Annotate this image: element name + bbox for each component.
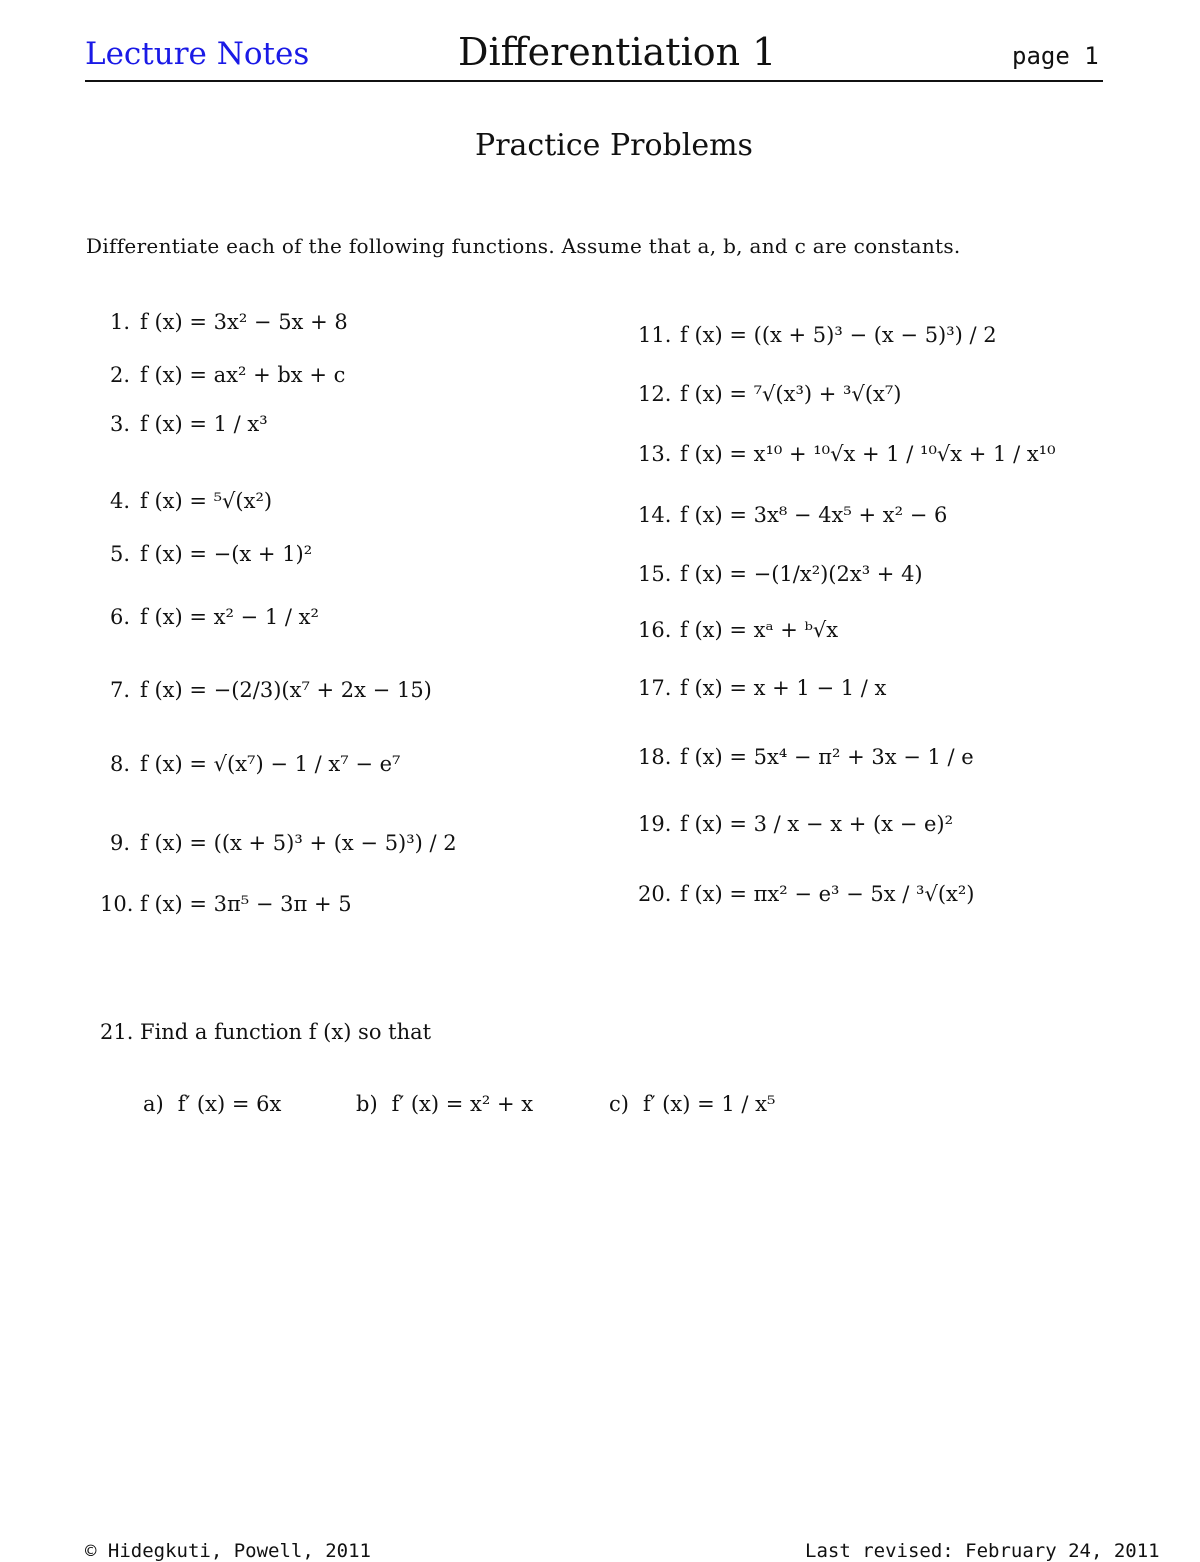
problem-number: 14.	[638, 503, 672, 527]
problem-expression: f (x) = 3 / x − x + (x − e)²	[680, 812, 954, 836]
part-expression: f′ (x) = 6x	[177, 1092, 282, 1116]
problem-number: 20.	[638, 882, 672, 906]
problem-20	[638, 882, 975, 906]
header-page-number: page 1	[1012, 42, 1099, 70]
problem-expression: f (x) = −(1/x²)(2x³ + 4)	[680, 562, 923, 586]
problem-21-part-b	[356, 1092, 533, 1116]
problem-number: 10.	[100, 892, 134, 916]
problem-number: 11.	[638, 323, 672, 347]
problem-expression: f (x) = −(2/3)(x⁷ + 2x − 15)	[140, 678, 432, 702]
problem-5	[100, 542, 312, 566]
problem-13	[638, 442, 1056, 466]
problem-expression: f (x) = ⁷√(x³) + ³√(x⁷)	[680, 382, 902, 406]
footer-revision-date: Last revised: February 24, 2011	[805, 1540, 1160, 1562]
problem-expression: f (x) = xᵃ + ᵇ√x	[680, 618, 839, 642]
problem-number: 18.	[638, 745, 672, 769]
problem-expression: f (x) = −(x + 1)²	[140, 542, 313, 566]
problem-number: 3.	[109, 412, 130, 436]
part-label: b)	[356, 1092, 378, 1116]
problem-expression: f (x) = 3π⁵ − 3π + 5	[140, 892, 352, 916]
problem-21-part-c	[609, 1092, 775, 1116]
problem-3	[100, 412, 268, 436]
problem-2	[100, 363, 345, 387]
problem-number: 4.	[109, 489, 130, 513]
problem-number: 6.	[109, 605, 130, 629]
problem-number: 19.	[638, 812, 672, 836]
problem-expression: f (x) = x¹⁰ + ¹⁰√x + 1 / ¹⁰√x + 1 / x¹⁰	[680, 442, 1056, 466]
problem-expression: f (x) = 3x² − 5x + 8	[140, 310, 348, 334]
part-expression: f′ (x) = 1 / x⁵	[642, 1092, 776, 1116]
problem-number: 2.	[109, 363, 130, 387]
problem-11	[638, 323, 997, 347]
problem-expression: f (x) = 5x⁴ − π² + 3x − 1 / e	[680, 745, 974, 769]
problem-number: 1.	[109, 310, 130, 334]
problem-expression: f (x) = ⁵√(x²)	[140, 489, 273, 513]
problem-number: 5.	[109, 542, 130, 566]
problem-1	[100, 310, 348, 334]
problem-10	[100, 892, 352, 916]
problem-7	[100, 678, 432, 702]
problem-number: 15.	[638, 562, 672, 586]
problem-expression: f (x) = 3x⁸ − 4x⁵ + x² − 6	[680, 503, 948, 527]
problem-number: 16.	[638, 618, 672, 642]
problem-16	[638, 618, 838, 642]
header-course-title: Lecture Notes	[85, 36, 310, 72]
problem-expression: f (x) = 1 / x³	[140, 412, 268, 436]
problem-19	[638, 812, 953, 836]
footer-copyright: © Hidegkuti, Powell, 2011	[85, 1540, 371, 1562]
problem-expression: f (x) = ((x + 5)³ + (x − 5)³) / 2	[140, 831, 457, 855]
problem-number: 21.	[100, 1020, 134, 1044]
problem-number: 12.	[638, 382, 672, 406]
problem-expression: f (x) = ((x + 5)³ − (x − 5)³) / 2	[680, 323, 997, 347]
problem-9	[100, 831, 457, 855]
instructions: Differentiate each of the following functions. Assume that a, b, and c are constants.	[86, 234, 961, 258]
problem-number: 9.	[109, 831, 130, 855]
problem-15	[638, 562, 923, 586]
problem-number: 13.	[638, 442, 672, 466]
problem-12	[638, 382, 901, 406]
problem-21-part-a	[143, 1092, 281, 1116]
header-rule	[85, 80, 1103, 82]
problem-expression: f (x) = x² − 1 / x²	[140, 605, 319, 629]
problem-21	[100, 1020, 431, 1044]
problem-number: 17.	[638, 676, 672, 700]
header-topic-title: Differentiation 1	[458, 30, 777, 74]
problem-expression: f (x) = ax² + bx + c	[140, 363, 346, 387]
problem-8	[100, 752, 400, 776]
problem-21-prompt: Find a function f (x) so that	[140, 1020, 432, 1044]
problem-14	[638, 503, 947, 527]
problem-expression: f (x) = x + 1 − 1 / x	[680, 676, 887, 700]
part-expression: f′ (x) = x² + x	[391, 1092, 534, 1116]
problem-number: 7.	[109, 678, 130, 702]
part-label: a)	[143, 1092, 164, 1116]
problem-number: 8.	[109, 752, 130, 776]
problem-expression: f (x) = πx² − e³ − 5x / ³√(x²)	[680, 882, 975, 906]
problem-18	[638, 745, 974, 769]
section-title: Practice Problems	[475, 128, 753, 163]
problem-17	[638, 676, 886, 700]
part-label: c)	[609, 1092, 629, 1116]
problem-expression: f (x) = √(x⁷) − 1 / x⁷ − e⁷	[140, 752, 401, 776]
problem-6	[100, 605, 319, 629]
problem-4	[100, 489, 272, 513]
